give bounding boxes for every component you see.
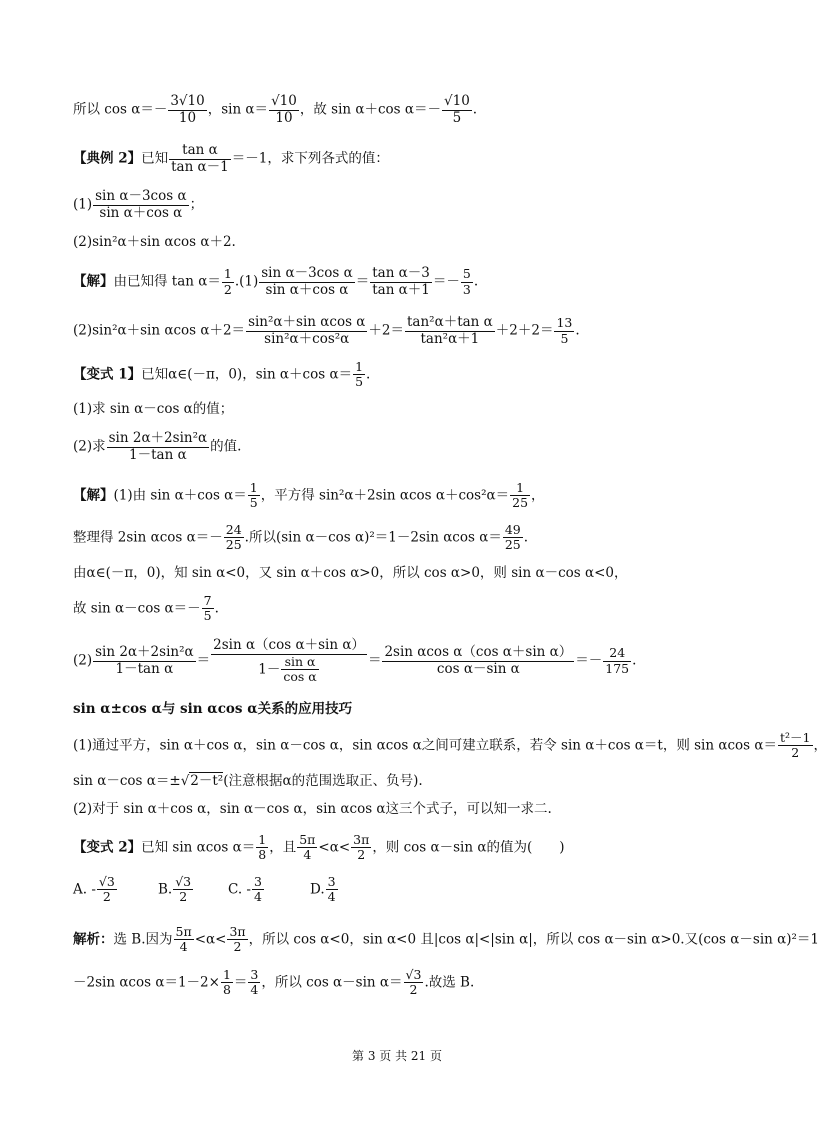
text: .	[366, 366, 371, 383]
denominator: 4	[254, 889, 262, 905]
denominator: 1－tan α	[115, 660, 174, 677]
denominator: 10	[178, 109, 197, 126]
fraction	[248, 481, 260, 511]
option-label: A. -	[73, 881, 96, 898]
text: ，且	[269, 839, 297, 856]
numerator: 1	[258, 832, 267, 847]
text: sin α±cos α与 sin αcos α关系的应用技巧	[73, 701, 353, 717]
text: ＝	[367, 652, 382, 669]
text: ；	[189, 196, 204, 213]
fraction	[297, 833, 317, 863]
numerator: 3π	[229, 924, 246, 939]
numerator: 13	[556, 315, 573, 331]
text: sin α－cos α＝±	[73, 773, 181, 789]
denominator: 4	[179, 939, 188, 955]
numerator: sin α－3cos α	[261, 265, 353, 281]
option-c[interactable]	[228, 875, 310, 905]
denominator: 5	[355, 374, 364, 390]
numerator: sin 2α＋2sin²α	[95, 644, 194, 661]
denominator: sin α＋cos α	[265, 281, 349, 298]
text: ，	[531, 487, 545, 504]
analysis-line2	[73, 968, 474, 998]
denominator: 2	[791, 745, 800, 761]
fraction	[93, 189, 188, 221]
numerator: 24	[225, 522, 242, 537]
fraction	[603, 646, 631, 676]
option-b[interactable]	[158, 875, 228, 905]
denominator	[211, 655, 367, 685]
denominator: tan α＋1	[372, 281, 430, 298]
denominator: 175	[605, 660, 630, 676]
numerator: 3π	[353, 832, 370, 847]
fraction	[211, 638, 367, 684]
fraction	[370, 266, 432, 298]
fraction	[93, 645, 196, 677]
numerator: tan²α＋tan α	[407, 314, 493, 330]
solution2-line2	[73, 315, 580, 347]
text: (1)求 sin α－cos α的值；	[73, 401, 234, 417]
numerator: 3	[250, 967, 259, 982]
denominator: 2	[223, 281, 232, 297]
numerator: 1	[222, 967, 231, 982]
text: 已知	[141, 150, 169, 167]
denominator: 8	[258, 847, 267, 863]
text: (2)sin²α＋sin αcos α＋2＝	[73, 322, 246, 339]
option-label: B.	[158, 881, 173, 898]
fraction	[326, 875, 338, 905]
text: (2)求	[73, 438, 106, 455]
denominator: 5	[249, 495, 258, 511]
fraction	[510, 481, 530, 511]
denominator: 25	[225, 537, 242, 553]
denominator: 5	[203, 608, 212, 624]
fraction	[503, 523, 523, 553]
fraction	[778, 731, 813, 761]
text: ，所以 cos α－sin α＝	[261, 974, 403, 991]
fraction	[248, 968, 260, 998]
denominator: 2	[179, 889, 188, 905]
text: (2)对于 sin α＋cos α，sin α－cos α，sin αcos α这三个式子，可以知一求二.	[73, 801, 552, 817]
text: ＋2＋2＝	[495, 322, 554, 339]
numerator: √10	[444, 93, 470, 109]
example2-q1	[73, 189, 203, 221]
text: .(1)	[234, 273, 259, 290]
numerator: 5π	[175, 924, 192, 939]
denominator: 4	[250, 982, 259, 998]
denominator: 5	[560, 330, 569, 346]
section-label: 解析：	[73, 931, 114, 948]
denominator: 2	[102, 889, 111, 905]
example2-q2	[73, 236, 236, 250]
text: 由已知得 tan α＝	[113, 273, 221, 290]
denominator: cos α	[283, 668, 317, 684]
denominator: sin α＋cos α	[99, 204, 183, 221]
numerator: tan α－3	[372, 265, 430, 281]
option-label: C. -	[228, 881, 251, 898]
section-label: 【变式 2】	[73, 839, 142, 856]
tips-line2	[73, 775, 423, 789]
denominator: 25	[512, 495, 529, 511]
fraction	[404, 968, 424, 998]
fraction	[405, 315, 495, 347]
fraction	[461, 267, 473, 297]
text: ＝－	[432, 273, 460, 290]
fraction	[259, 266, 354, 298]
fraction	[442, 94, 472, 126]
solution-v1-line4	[73, 594, 219, 624]
numerator: √10	[271, 93, 297, 109]
numerator: t²－1	[780, 730, 811, 745]
numerator: 1	[249, 480, 258, 495]
text: ，所以 cos α<0，sin α<0 且|cos α|<|sin α|，所以 cos α－sin α>0.又(cos α－sin α)²＝1	[248, 931, 820, 948]
text: ，sin α＝	[207, 101, 269, 118]
example2-header	[73, 143, 389, 175]
fraction	[174, 925, 194, 955]
fraction	[169, 143, 231, 175]
numerator: tan α	[169, 143, 231, 160]
fraction	[252, 875, 264, 905]
fraction	[222, 267, 234, 297]
fraction	[256, 833, 268, 863]
numerator: 3	[254, 874, 262, 889]
text: 的值.	[210, 438, 242, 455]
text: .	[214, 600, 219, 617]
text: (1)由 sin α＋cos α＝	[113, 487, 247, 504]
text: .故选 B.	[424, 974, 475, 991]
denominator: 2	[233, 939, 242, 955]
numerator: sin α	[281, 655, 318, 670]
numerator: 24	[603, 646, 631, 661]
numerator: √3	[98, 874, 115, 889]
text: ，	[813, 737, 827, 754]
text: 由α∈(－π，0)，知 sin α<0，又 sin α＋cos α>0，所以 cos α>0，则 sin α－cos α<0，	[73, 565, 628, 581]
text: .	[523, 529, 529, 546]
numerator: 5	[462, 266, 471, 282]
line-result	[73, 94, 477, 126]
numerator: 1	[223, 266, 232, 282]
option-a[interactable]	[73, 875, 158, 905]
sqrt-sign: √	[180, 773, 190, 789]
text: 所以 cos α＝－	[73, 101, 168, 118]
text: ＝	[233, 974, 248, 991]
text: ＝－1，求下列各式的值：	[231, 150, 389, 167]
tips-title	[73, 703, 352, 717]
numerator: √3	[175, 874, 192, 889]
tips-line3	[73, 803, 552, 817]
solution-v1-line1	[73, 481, 545, 511]
solution-v1-line2	[73, 523, 528, 553]
text: .	[473, 273, 479, 290]
fraction	[554, 316, 574, 346]
solution2-line1	[73, 266, 478, 298]
option-label: D.	[310, 881, 325, 898]
denominator: cos α－sin α	[436, 660, 520, 677]
radicand: 2－t²	[190, 773, 224, 789]
denominator: 5	[452, 109, 462, 126]
denominator: tan²α＋1	[420, 330, 480, 347]
denominator: 3	[462, 281, 471, 297]
text: <α<	[318, 839, 351, 856]
numerator: sin²α＋sin αcos α	[248, 314, 366, 330]
solution-v1-line5	[73, 638, 636, 684]
text: (1)	[73, 196, 93, 213]
variant1-header	[73, 360, 370, 390]
numerator: 5π	[299, 832, 316, 847]
fraction	[246, 315, 367, 347]
fraction	[351, 833, 371, 863]
fraction	[221, 968, 233, 998]
fraction	[227, 925, 247, 955]
text: ＋2＝	[368, 322, 404, 339]
text: (注意根据α的范围选取正、负号).	[223, 773, 423, 789]
numerator: 49	[504, 522, 521, 537]
variant2-options	[73, 875, 339, 905]
variant2-header	[73, 833, 565, 863]
text: ＝	[196, 652, 211, 669]
text: <α<	[194, 931, 227, 948]
tips-line1	[73, 731, 827, 761]
denominator: 25	[504, 537, 521, 553]
text: ，平方得 sin²α＋2sin αcos α＋cos²α＝	[260, 487, 510, 504]
section-label: 【变式 1】	[73, 366, 142, 383]
text: ＝	[355, 273, 370, 290]
analysis-line1	[73, 925, 819, 955]
text: 已知α∈(－π，0)，sin α＋cos α＝	[141, 366, 353, 383]
fraction	[224, 523, 244, 553]
text: ，故 sin α＋cos α＝－	[299, 101, 442, 118]
fraction	[353, 360, 365, 390]
text: .	[472, 101, 478, 118]
section-label: 【典例 2】	[73, 150, 142, 167]
numerator: 2sin αcos α（cos α＋sin α）	[384, 644, 573, 661]
text: (2)sin²α＋sin αcos α＋2.	[73, 234, 236, 250]
text: 故 sin α－cos α＝－	[73, 600, 201, 617]
text: (2)	[73, 652, 93, 669]
numerator: 3√10	[170, 93, 205, 109]
solution-v1-line3	[73, 567, 628, 581]
denominator: sin²α＋cos²α	[264, 330, 350, 347]
text: ＝－	[575, 652, 603, 669]
numerator: 1	[355, 359, 364, 374]
denominator: 10	[275, 109, 293, 126]
fraction	[173, 875, 193, 905]
numerator: sin α－3cos α	[95, 188, 187, 204]
variant1-q2	[73, 431, 241, 463]
numerator: 2sin α（cos α＋sin α）	[213, 637, 365, 653]
text: 已知 sin αcos α＝	[141, 839, 256, 856]
numerator: sin 2α＋2sin²α	[108, 430, 208, 446]
text: .	[632, 652, 637, 669]
numerator: 1	[510, 481, 530, 496]
text: 整理得 2sin αcos α＝－	[73, 529, 223, 546]
fraction	[107, 431, 210, 463]
fraction	[281, 655, 318, 685]
fraction	[382, 645, 574, 677]
denominator: 4	[327, 889, 336, 905]
text: 选 B.因为	[113, 931, 173, 948]
fraction	[202, 594, 214, 624]
denominator: 8	[222, 982, 231, 998]
denominator: 2	[409, 982, 418, 998]
section-label: 【解】	[73, 273, 114, 290]
text: .所以(sin α－cos α)²＝1－2sin αcos α＝	[244, 529, 502, 546]
text: －2sin αcos α＝1－2×	[73, 974, 220, 991]
fraction	[269, 94, 299, 126]
text: ，则 cos α－sin α的值为( )	[372, 839, 565, 856]
denominator: tan α－1	[171, 158, 229, 175]
denominator: 4	[303, 847, 312, 863]
denominator: 1－tan α	[129, 446, 187, 463]
denominator: 2	[357, 847, 366, 863]
numerator: √3	[405, 967, 422, 982]
fraction	[97, 875, 117, 905]
fraction	[168, 94, 206, 126]
text: (1)通过平方，sin α＋cos α，sin α－cos α，sin αcos α之间可建立联系，若令 sin α＋cos α＝t，则 sin αcos α＝	[73, 737, 777, 754]
variant1-q1	[73, 403, 233, 417]
text: .	[575, 322, 580, 339]
option-d[interactable]	[310, 875, 339, 905]
section-label: 【解】	[73, 487, 114, 504]
text: 1－	[258, 660, 281, 677]
page-footer: 第 3 页 共 21 页	[352, 1049, 442, 1063]
numerator: 3	[327, 874, 336, 889]
numerator: 7	[203, 593, 212, 608]
